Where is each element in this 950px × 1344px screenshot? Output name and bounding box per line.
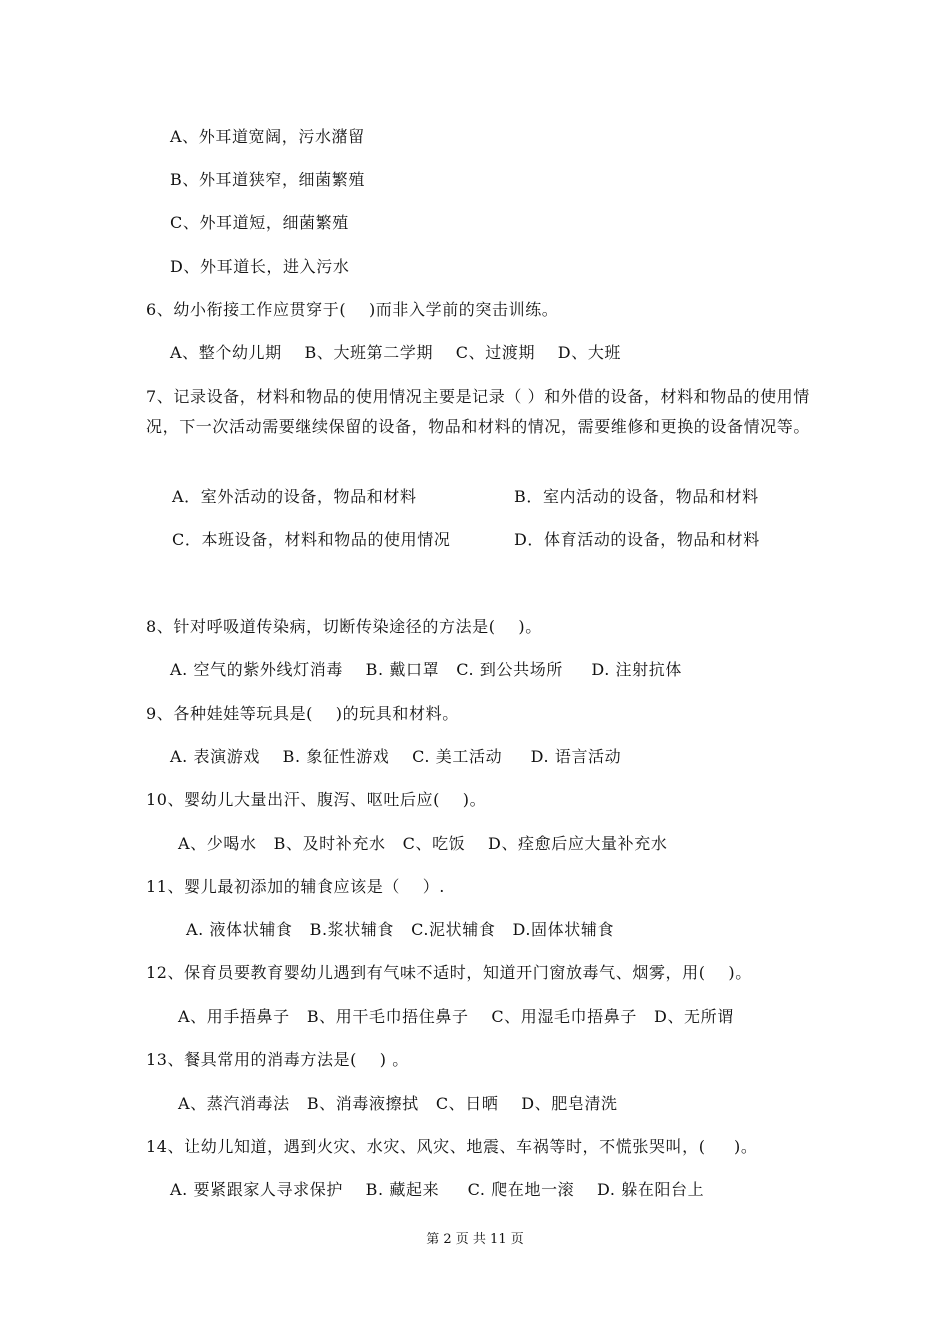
q5-option-c: C、外耳道短，细菌繁殖 (170, 213, 349, 232)
q8-stem: 8、针对呼吸道传染病，切断传染途径的方法是( )。 (146, 617, 542, 636)
q5-option-a: A、外耳道宽阔，污水潴留 (170, 127, 365, 146)
q13-stem: 13、餐具常用的消毒方法是( ) 。 (146, 1050, 409, 1069)
q7-option-b: B．室内活动的设备，物品和材料 (514, 487, 759, 506)
q10-options: A、少喝水 B、及时补充水 C、吃饭 D、痊愈后应大量补充水 (178, 834, 668, 853)
q11-stem: 11、婴儿最初添加的辅食应该是（ ）. (146, 877, 445, 896)
q6-stem: 6、幼小衔接工作应贯穿于( )而非入学前的突击训练。 (146, 300, 559, 319)
q5-option-d: D、外耳道长，进入污水 (170, 257, 350, 276)
q12-stem: 12、保育员要教育婴幼儿遇到有气味不适时，知道开门窗放毒气、烟雾，用( )。 (146, 963, 752, 982)
q6-options: A、整个幼儿期 B、大班第二学期 C、过渡期 D、大班 (170, 343, 622, 362)
q12-options: A、用手捂鼻子 B、用干毛巾捂住鼻子 C、用湿毛巾捂鼻子 D、无所谓 (178, 1007, 734, 1026)
q7-option-c: C．本班设备，材料和物品的使用情况 (172, 530, 451, 549)
q11-options: A. 液体状辅食 B.浆状辅食 C.泥状辅食 D.固体状辅食 (186, 920, 615, 939)
page-footer: 第 2 页 共 11 页 (426, 1232, 524, 1247)
q5-option-b: B、外耳道狭窄，细菌繁殖 (170, 170, 365, 189)
q9-options: A. 表演游戏 B. 象征性游戏 C. 美工活动 D. 语言活动 (170, 747, 622, 766)
q13-options: A、蒸汽消毒法 B、消毒液擦拭 C、日晒 D、肥皂清洗 (178, 1094, 618, 1113)
q7-option-d: D．体育活动的设备，物品和材料 (514, 530, 760, 549)
q14-options: A. 要紧跟家人寻求保护 B. 藏起来 C. 爬在地一滚 D. 躲在阳台上 (170, 1180, 705, 1199)
q8-options: A. 空气的紫外线灯消毒 B. 戴口罩 C. 到公共场所 D. 注射抗体 (170, 660, 682, 679)
q10-stem: 10、婴幼儿大量出汗、腹泻、呕吐后应( )。 (146, 790, 487, 809)
q9-stem: 9、各种娃娃等玩具是( )的玩具和材料。 (146, 704, 459, 723)
q14-stem: 14、让幼儿知道，遇到火灾、水灾、风灾、地震、车祸等时，不慌张哭叫，( )。 (146, 1137, 758, 1156)
q7-stem: 7、记录设备，材料和物品的使用情况主要是记录（ ）和外借的设备，材料和物品的使用情况，下一次活动需要继续保留的设备，物品和材料的情况，需要维修和更换的设备情况等。 (146, 387, 811, 436)
q7-option-a: A．室外活动的设备，物品和材料 (172, 487, 417, 506)
